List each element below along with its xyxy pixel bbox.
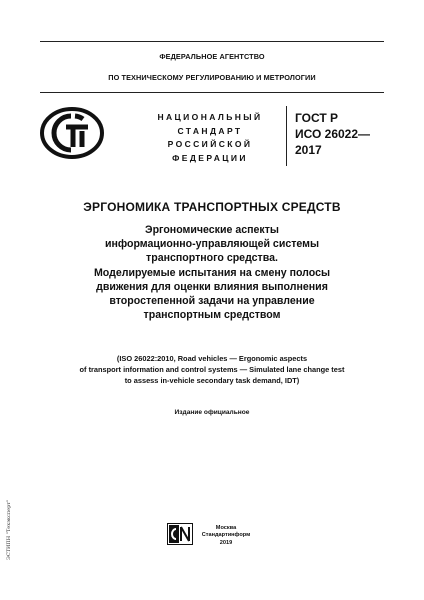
subtitle-line-2: информационно-управляющей системы	[104, 238, 320, 251]
subtitle-line-4: Моделируемые испытания на смену полосы	[93, 266, 331, 279]
iso-reference	[30, 354, 394, 386]
national-standard-line-4: ФЕДЕРАЦИИ	[172, 152, 248, 163]
gost-code-line-3: 2017	[295, 143, 322, 157]
subtitle-line-1: Эргономические аспекты	[145, 224, 279, 236]
subtitle-line-6: второстепенной задачи на управление	[109, 295, 315, 308]
standard-block-divider	[286, 106, 287, 166]
gost-code-line-1: ГОСТ Р	[295, 111, 339, 125]
subtitle-line-3: транспортного средства.	[146, 252, 278, 265]
gost-code-line-2: ИСО 26022—	[295, 127, 371, 141]
national-standard-line-2: СТАНДАРТ	[177, 125, 243, 136]
agency-name-line-2: ПО ТЕХНИЧЕСКОМУ РЕГУЛИРОВАНИЮ И МЕТРОЛОГИИ	[108, 73, 316, 82]
agency-name-line-1: ФЕДЕРАЛЬНОЕ АГЕНТСТВО	[159, 52, 265, 61]
header-top-rule	[40, 41, 384, 42]
standartinform-logo-icon	[167, 523, 193, 545]
publisher-block	[200, 525, 252, 547]
publisher-city: Москва	[215, 525, 237, 531]
gost-code	[295, 110, 370, 158]
national-standard-line-1: НАЦИОНАЛЬНЫЙ	[157, 112, 263, 122]
subtitle-line-5: движения для оценки влияния выполнения	[96, 280, 328, 293]
national-standard-line-3: РОССИЙСКОЙ	[167, 139, 253, 150]
document-main-title: ЭРГОНОМИКА ТРАНСПОРТНЫХ СРЕДСТВ	[83, 200, 341, 214]
iso-reference-line-2: of transport information and control systems — Simulated lane change test	[79, 364, 345, 374]
publisher-name: Стандартинформ	[201, 532, 251, 539]
side-watermark-note: ЭСТИПН "Техэксперт"	[6, 499, 12, 560]
header-bottom-rule	[40, 92, 384, 93]
iso-reference-line-3: to assess in-vehicle secondary task demand, IDT)	[124, 375, 300, 385]
iso-reference-line-1: (ISO 26022:2010, Road vehicles — Ergonomic aspects	[116, 354, 308, 363]
subtitle-line-7: транспортным средством	[143, 309, 281, 322]
document-subtitle	[40, 223, 384, 322]
gost-r-logo-icon	[40, 107, 104, 159]
publisher-year: 2019	[219, 539, 233, 546]
edition-note: Издание официальное	[174, 409, 250, 416]
national-standard-label	[140, 111, 280, 165]
